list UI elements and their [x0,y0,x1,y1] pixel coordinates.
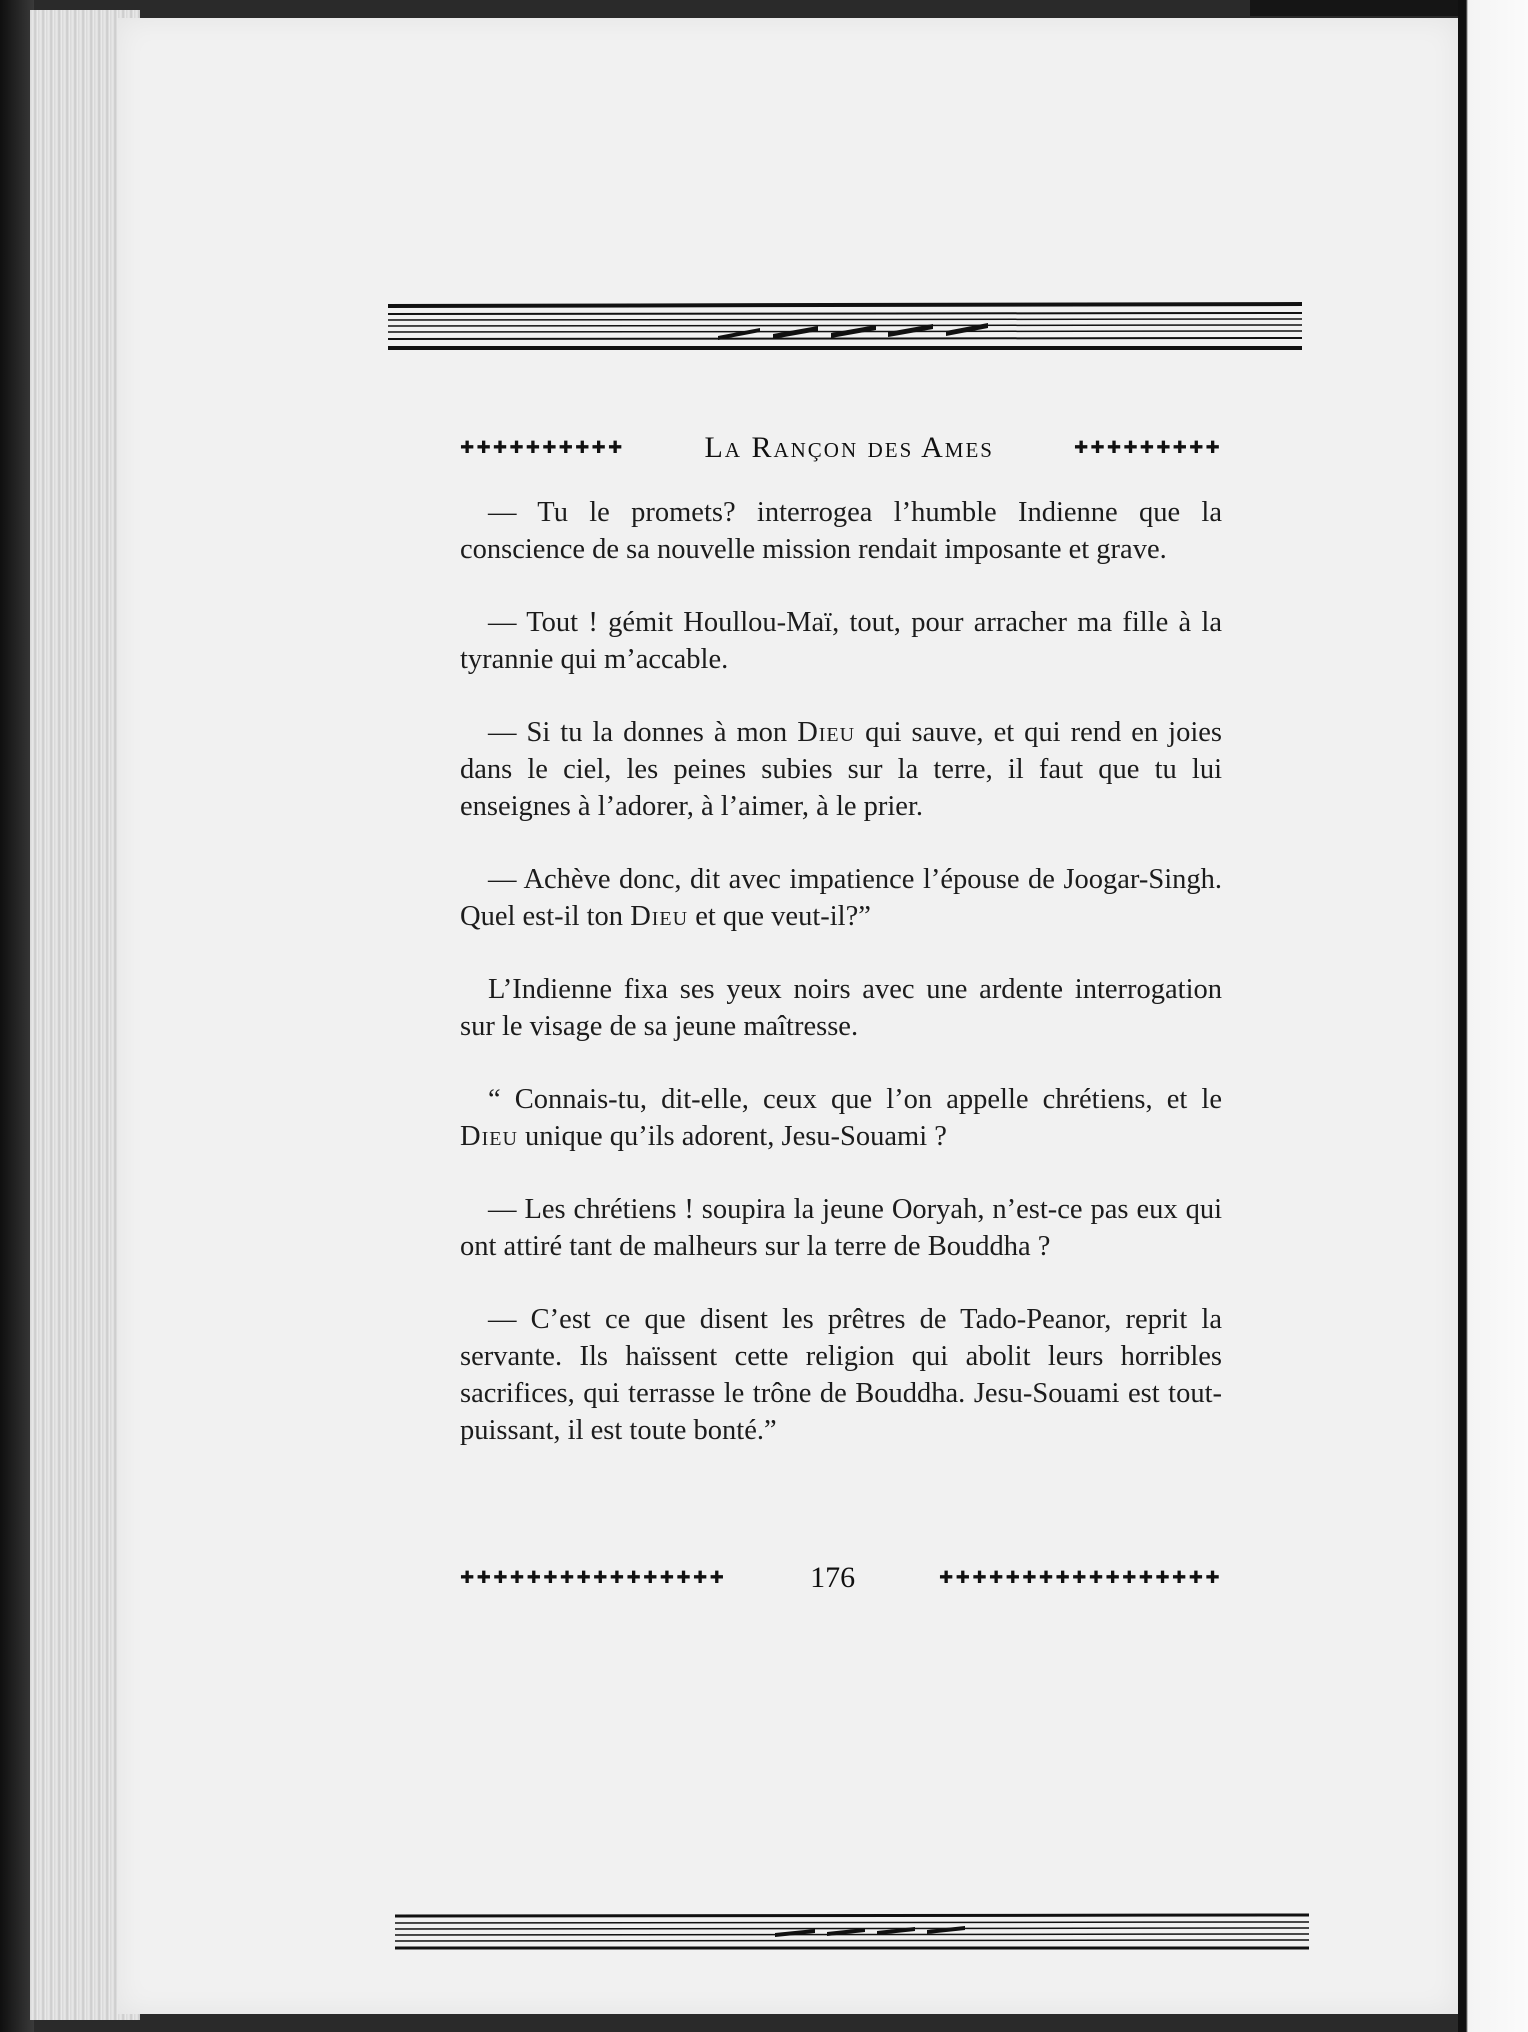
paragraph-6-before: “ Connais-tu, dit-elle, ceux que l’on appelle chrétiens, et le [488,1084,1222,1115]
ornament-crosses-left: ✚✚✚✚✚✚✚✚✚✚✚✚✚✚✚✚ [460,1568,727,1588]
folio-line [460,1556,1222,1600]
paragraph-4-after: et que veut-il?” [688,901,871,932]
paragraph-2: — Tout ! gémit Houllou-Maï, tout, pour arracher ma fille à la tyrannie qui m’accable. [460,607,1222,675]
dieu-small-caps: Dieu [797,717,856,748]
paragraph-4-before: — Achève donc, dit avec impatience l’épouse de Joogar-Singh. Quel est-il ton [460,864,1222,932]
paragraph-3-after: qui sauve, et qui rend en joies dans le ciel, les peines subies sur la terre, il faut que tu lui enseignes à l’adorer, à l’aimer, à le prier. [460,717,1222,822]
paragraph-8: — C’est ce que disent les prêtres de Tado-Peanor, reprit la servante. Ils haïssent cette religion qui abolit leurs horribles sacrifices, qui terrasse le trône de Bouddha. Jesu-Souami est tout-puissant, il est toute bonté.” [460,1304,1222,1446]
bottom-ornamental-rule [395,1912,1309,1952]
paragraph-5: L’Indienne fixa ses yeux noirs avec une ardente interrogation sur le visage de sa jeune maîtresse. [460,974,1222,1042]
ornament-crosses-left: ✚✚✚✚✚✚✚✚✚✚ [460,438,625,458]
paragraph-3 [460,714,1222,825]
paragraph-6 [460,1081,1222,1155]
paragraph-4 [460,861,1222,935]
facing-page-edge [1458,0,1528,2032]
paragraph-7: — Les chrétiens ! soupira la jeune Ooryah, n’est-ce pas eux qui ont attiré tant de malheurs sur la terre de Bouddha ? [460,1194,1222,1262]
page-number: 176 [810,1561,856,1594]
top-ornamental-rule [388,302,1302,354]
paragraph-6-after: unique qu’ils adorent, Jesu-Souami ? [517,1121,947,1152]
dieu-small-caps: Dieu [630,901,689,932]
running-head-title: La Rançon des Ames [704,431,994,464]
body-text [460,494,1222,1485]
dieu-small-caps: Dieu [460,1121,518,1152]
ornament-crosses-right: ✚✚✚✚✚✚✚✚✚✚✚✚✚✚✚✚✚ [939,1568,1222,1588]
paragraph-1: — Tu le promets? interrogea l’humble Indienne que la conscience de sa nouvelle mission rendait imposante et grave. [460,497,1222,565]
paragraph-3-before: — Si tu la donnes à mon [488,717,798,748]
ornament-crosses-right: ✚✚✚✚✚✚✚✚✚ [1073,438,1222,458]
running-head [460,424,1222,472]
book-spine-shadow [0,0,34,2032]
